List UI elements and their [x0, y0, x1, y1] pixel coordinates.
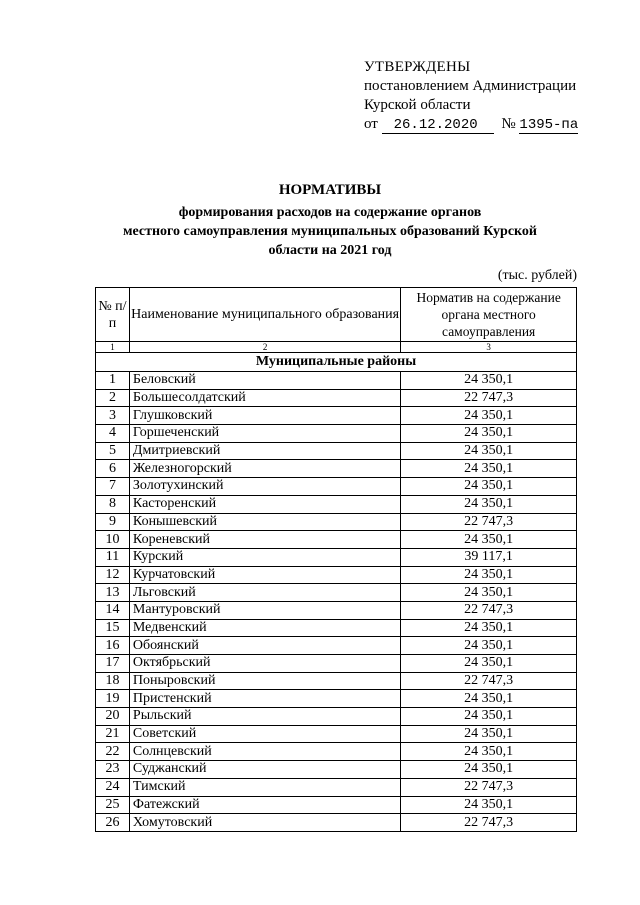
approval-block — [364, 58, 578, 134]
section-row — [96, 353, 577, 372]
normative-table — [95, 287, 577, 832]
table-row — [96, 566, 577, 584]
header-name: Наименование муниципального образования — [129, 288, 400, 342]
document-title — [80, 180, 580, 260]
approval-line-2: постановлением Администрации — [364, 78, 577, 94]
normative-value: 22 747,3 — [401, 672, 577, 690]
table-row — [96, 778, 577, 796]
title-line-3: области на 2021 год — [268, 243, 392, 258]
table-row — [96, 814, 577, 832]
normative-value: 24 350,1 — [401, 372, 577, 390]
title-main: НОРМАТИВЫ — [278, 182, 382, 198]
normative-value: 24 350,1 — [401, 725, 577, 743]
approval-line-3: Курской области — [364, 97, 471, 113]
municipality-name: Льговский — [129, 584, 400, 602]
normative-value: 24 350,1 — [401, 743, 577, 761]
table-row — [96, 655, 577, 673]
municipality-name: Медвенский — [129, 619, 400, 637]
municipality-name: Солнцевский — [129, 743, 400, 761]
table-row — [96, 407, 577, 425]
header-number: № п/п — [96, 288, 130, 342]
municipality-name: Железногорский — [129, 460, 400, 478]
table-row — [96, 513, 577, 531]
header-normative: Норматив на содержание органа местного самоуправления — [401, 288, 577, 342]
normative-value: 24 350,1 — [401, 655, 577, 673]
table-row — [96, 425, 577, 443]
title-line-2: местного самоуправления муниципальных образований Курской — [122, 224, 538, 239]
row-number: 9 — [96, 513, 130, 531]
table-row — [96, 478, 577, 496]
column-number-row — [96, 342, 577, 353]
unit-label: (тыс. рублей) — [497, 268, 577, 283]
municipality-name: Курский — [129, 548, 400, 566]
table-header-row — [96, 288, 577, 342]
normative-value: 24 350,1 — [401, 531, 577, 549]
row-number: 21 — [96, 725, 130, 743]
municipality-name: Мантуровский — [129, 601, 400, 619]
table-row — [96, 460, 577, 478]
normative-value: 24 350,1 — [401, 478, 577, 496]
municipality-name: Конышевский — [129, 513, 400, 531]
approval-heading: УТВЕРЖДЕНЫ — [364, 59, 471, 75]
column-number: 3 — [401, 342, 577, 353]
normative-value: 22 747,3 — [401, 389, 577, 407]
normative-value: 22 747,3 — [401, 601, 577, 619]
municipality-name: Курчатовский — [129, 566, 400, 584]
table-row — [96, 725, 577, 743]
municipality-name: Касторенский — [129, 495, 400, 513]
normative-value: 22 747,3 — [401, 513, 577, 531]
table-row — [96, 495, 577, 513]
column-number: 1 — [96, 342, 130, 353]
table-row — [96, 672, 577, 690]
municipality-name: Фатежский — [129, 796, 400, 814]
municipality-name: Дмитриевский — [129, 442, 400, 460]
table-row — [96, 619, 577, 637]
municipality-name: Большесолдатский — [129, 389, 400, 407]
table-row — [96, 372, 577, 390]
row-number: 8 — [96, 495, 130, 513]
row-number: 16 — [96, 637, 130, 655]
table-row — [96, 690, 577, 708]
row-number: 1 — [96, 372, 130, 390]
row-number: 7 — [96, 478, 130, 496]
row-number: 12 — [96, 566, 130, 584]
row-number: 4 — [96, 425, 130, 443]
row-number: 3 — [96, 407, 130, 425]
date-prefix: от — [364, 116, 378, 132]
normative-value: 39 117,1 — [401, 548, 577, 566]
section-title: Муниципальные районы — [96, 353, 577, 372]
row-number: 22 — [96, 743, 130, 761]
row-number: 20 — [96, 708, 130, 726]
table-row — [96, 637, 577, 655]
normative-value: 22 747,3 — [401, 778, 577, 796]
municipality-name: Хомутовский — [129, 814, 400, 832]
table-row — [96, 708, 577, 726]
table-row — [96, 584, 577, 602]
row-number: 18 — [96, 672, 130, 690]
table-row — [96, 548, 577, 566]
table-row — [96, 442, 577, 460]
municipality-name: Горшеченский — [129, 425, 400, 443]
table-row — [96, 389, 577, 407]
municipality-name: Советский — [129, 725, 400, 743]
normative-value: 24 350,1 — [401, 566, 577, 584]
row-number: 13 — [96, 584, 130, 602]
normative-value: 24 350,1 — [401, 495, 577, 513]
row-number: 2 — [96, 389, 130, 407]
row-number: 25 — [96, 796, 130, 814]
number-prefix: № — [501, 116, 516, 132]
row-number: 17 — [96, 655, 130, 673]
row-number: 11 — [96, 548, 130, 566]
normative-value: 24 350,1 — [401, 761, 577, 779]
row-number: 23 — [96, 761, 130, 779]
municipality-name: Суджанский — [129, 761, 400, 779]
row-number: 15 — [96, 619, 130, 637]
table-row — [96, 796, 577, 814]
municipality-name: Обоянский — [129, 637, 400, 655]
table-row — [96, 761, 577, 779]
municipality-name: Пристенский — [129, 690, 400, 708]
table-row — [96, 743, 577, 761]
row-number: 5 — [96, 442, 130, 460]
municipality-name: Беловский — [129, 372, 400, 390]
row-number: 19 — [96, 690, 130, 708]
row-number: 6 — [96, 460, 130, 478]
table-row — [96, 601, 577, 619]
normative-value: 24 350,1 — [401, 619, 577, 637]
normative-value: 24 350,1 — [401, 425, 577, 443]
normative-value: 24 350,1 — [401, 460, 577, 478]
municipality-name: Кореневский — [129, 531, 400, 549]
title-line-1: формирования расходов на содержание органов — [178, 205, 482, 220]
normative-value: 24 350,1 — [401, 796, 577, 814]
approval-date-line — [364, 115, 578, 134]
municipality-name: Рыльский — [129, 708, 400, 726]
normative-value: 24 350,1 — [401, 442, 577, 460]
normative-value: 24 350,1 — [401, 584, 577, 602]
decree-number: 1395-па — [519, 117, 579, 133]
row-number: 10 — [96, 531, 130, 549]
row-number: 26 — [96, 814, 130, 832]
decree-date: 26.12.2020 — [382, 118, 494, 134]
normative-value: 24 350,1 — [401, 407, 577, 425]
municipality-name: Глушковский — [129, 407, 400, 425]
column-number: 2 — [129, 342, 400, 353]
municipality-name: Золотухинский — [129, 478, 400, 496]
municipality-name: Поныровский — [129, 672, 400, 690]
row-number: 14 — [96, 601, 130, 619]
normative-value: 24 350,1 — [401, 708, 577, 726]
normative-value: 24 350,1 — [401, 637, 577, 655]
normative-value: 22 747,3 — [401, 814, 577, 832]
table-row — [96, 531, 577, 549]
municipality-name: Тимский — [129, 778, 400, 796]
municipality-name: Октябрьский — [129, 655, 400, 673]
row-number: 24 — [96, 778, 130, 796]
normative-value: 24 350,1 — [401, 690, 577, 708]
